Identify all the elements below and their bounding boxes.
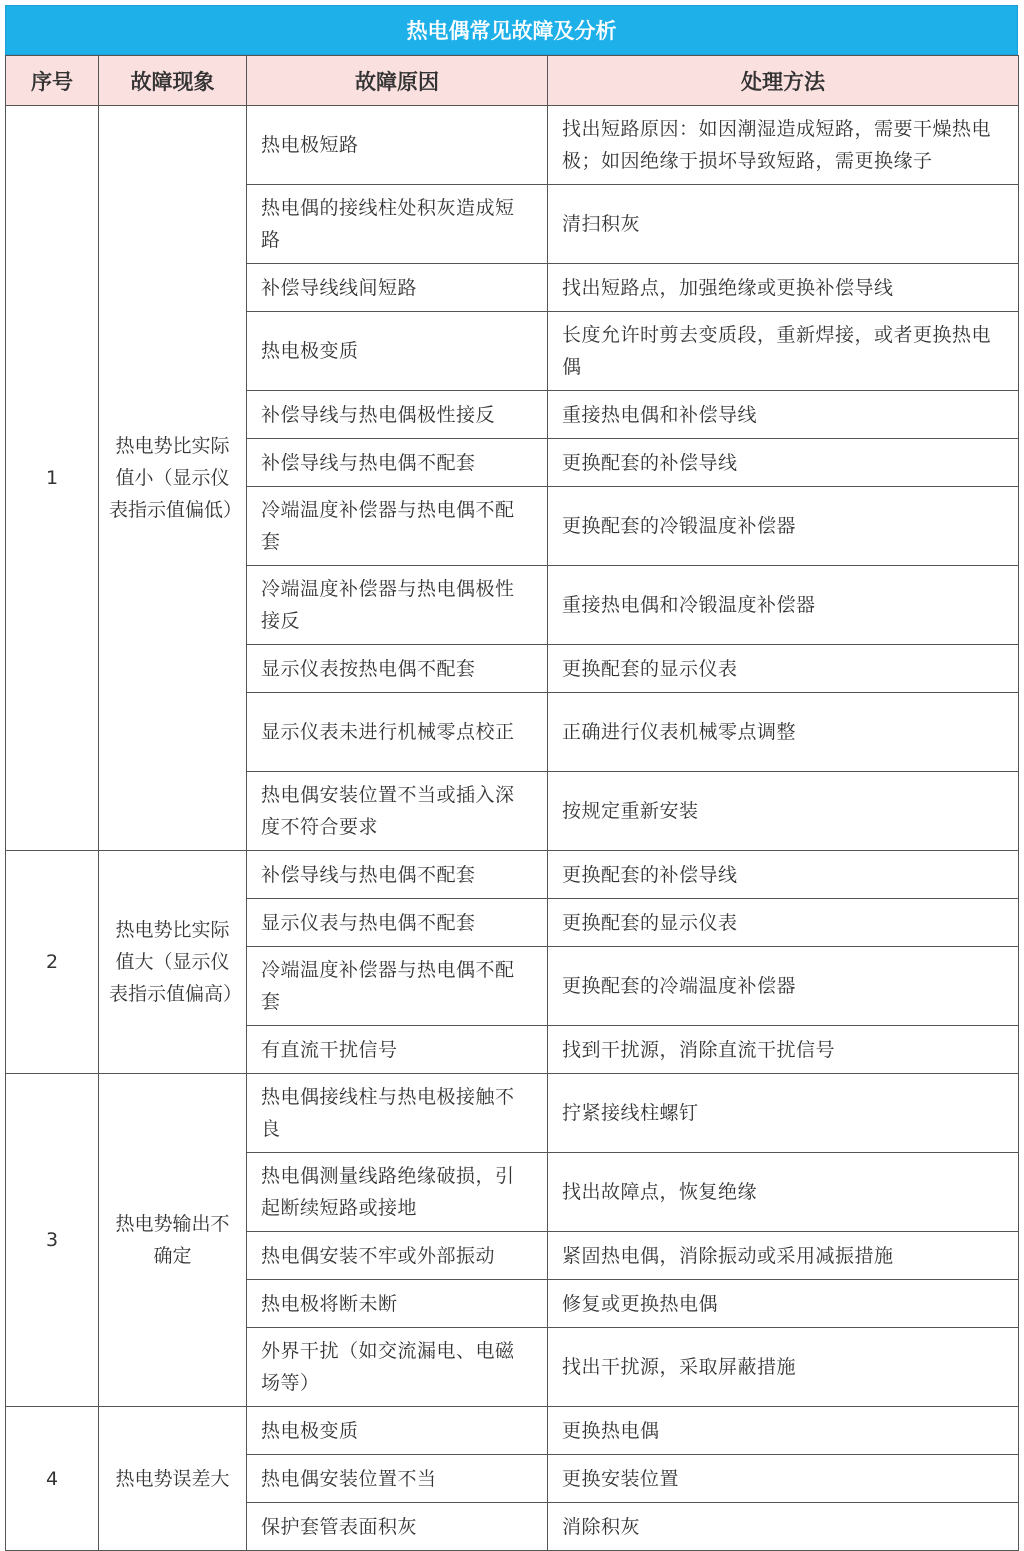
fault-solution: 更换配套的补偿导线: [548, 439, 1019, 487]
fault-solution: 找出短路原因：如因潮湿造成短路，需要干燥热电极；如因绝缘于损坏导致短路，需更换缘子: [548, 106, 1019, 185]
fault-cause: 冷端温度补偿器与热电偶极性接反: [247, 566, 548, 645]
fault-solution: 重接热电偶和补偿导线: [548, 391, 1019, 439]
fault-solution: 清扫积灰: [548, 185, 1019, 264]
table-title: 热电偶常见故障及分析: [5, 5, 1018, 55]
fault-cause: 热电偶安装位置不当或插入深度不符合要求: [247, 772, 548, 851]
table-row: [6, 851, 1019, 899]
fault-cause: 热电极短路: [247, 106, 548, 185]
fault-cause: 热电偶接线柱与热电极接触不良: [247, 1074, 548, 1153]
fault-cause: 冷端温度补偿器与热电偶不配套: [247, 947, 548, 1026]
header-cause: 故障原因: [247, 56, 548, 106]
fault-cause: 热电极变质: [247, 1407, 548, 1455]
fault-cause: 有直流干扰信号: [247, 1026, 548, 1074]
fault-solution: 更换配套的显示仪表: [548, 645, 1019, 693]
table-row: [6, 106, 1019, 185]
group-number: 2: [6, 851, 99, 1074]
fault-cause: 显示仪表按热电偶不配套: [247, 645, 548, 693]
fault-solution: 长度允许时剪去变质段，重新焊接，或者更换热电偶: [548, 312, 1019, 391]
fault-analysis-table: [5, 55, 1019, 1551]
fault-solution: 按规定重新安装: [548, 772, 1019, 851]
fault-solution: 正确进行仪表机械零点调整: [548, 693, 1019, 772]
fault-solution: 更换配套的补偿导线: [548, 851, 1019, 899]
fault-cause: 保护套管表面积灰: [247, 1503, 548, 1551]
header-row: [6, 56, 1019, 106]
fault-cause: 外界干扰（如交流漏电、电磁场等）: [247, 1328, 548, 1407]
header-symptom: 故障现象: [99, 56, 247, 106]
fault-solution: 找出短路点，加强绝缘或更换补偿导线: [548, 264, 1019, 312]
fault-solution: 找出故障点，恢复绝缘: [548, 1153, 1019, 1232]
group-number: 1: [6, 106, 99, 851]
fault-cause: 补偿导线与热电偶不配套: [247, 439, 548, 487]
fault-solution: 更换配套的显示仪表: [548, 899, 1019, 947]
table-row: [6, 1407, 1019, 1455]
fault-symptom: 热电势比实际值小（显示仪表指示值偏低）: [99, 106, 247, 851]
fault-cause: 热电偶测量线路绝缘破损，引起断续短路或接地: [247, 1153, 548, 1232]
fault-cause: 补偿导线与热电偶不配套: [247, 851, 548, 899]
fault-solution: 更换配套的冷端温度补偿器: [548, 947, 1019, 1026]
fault-cause: 热电极将断未断: [247, 1280, 548, 1328]
fault-solution: 更换配套的冷锻温度补偿器: [548, 487, 1019, 566]
fault-cause: 补偿导线与热电偶极性接反: [247, 391, 548, 439]
header-solution: 处理方法: [548, 56, 1019, 106]
table-row: [6, 1074, 1019, 1153]
fault-symptom: 热电势误差大: [99, 1407, 247, 1551]
fault-cause: 热电偶安装不牢或外部振动: [247, 1232, 548, 1280]
fault-solution: 拧紧接线柱螺钉: [548, 1074, 1019, 1153]
fault-cause: 冷端温度补偿器与热电偶不配套: [247, 487, 548, 566]
fault-table-container: [5, 5, 1018, 1551]
fault-cause: 热电偶安装位置不当: [247, 1455, 548, 1503]
header-number: 序号: [6, 56, 99, 106]
fault-solution: 修复或更换热电偶: [548, 1280, 1019, 1328]
fault-symptom: 热电势比实际值大（显示仪表指示值偏高）: [99, 851, 247, 1074]
fault-cause: 显示仪表未进行机械零点校正: [247, 693, 548, 772]
fault-solution: 找到干扰源，消除直流干扰信号: [548, 1026, 1019, 1074]
fault-cause: 补偿导线线间短路: [247, 264, 548, 312]
group-number: 4: [6, 1407, 99, 1551]
fault-solution: 重接热电偶和冷锻温度补偿器: [548, 566, 1019, 645]
fault-solution: 紧固热电偶，消除振动或采用减振措施: [548, 1232, 1019, 1280]
fault-solution: 消除积灰: [548, 1503, 1019, 1551]
fault-symptom: 热电势输出不确定: [99, 1074, 247, 1407]
group-number: 3: [6, 1074, 99, 1407]
fault-cause: 热电偶的接线柱处积灰造成短路: [247, 185, 548, 264]
fault-cause: 热电极变质: [247, 312, 548, 391]
fault-cause: 显示仪表与热电偶不配套: [247, 899, 548, 947]
fault-solution: 找出干扰源，采取屏蔽措施: [548, 1328, 1019, 1407]
fault-solution: 更换热电偶: [548, 1407, 1019, 1455]
fault-solution: 更换安装位置: [548, 1455, 1019, 1503]
